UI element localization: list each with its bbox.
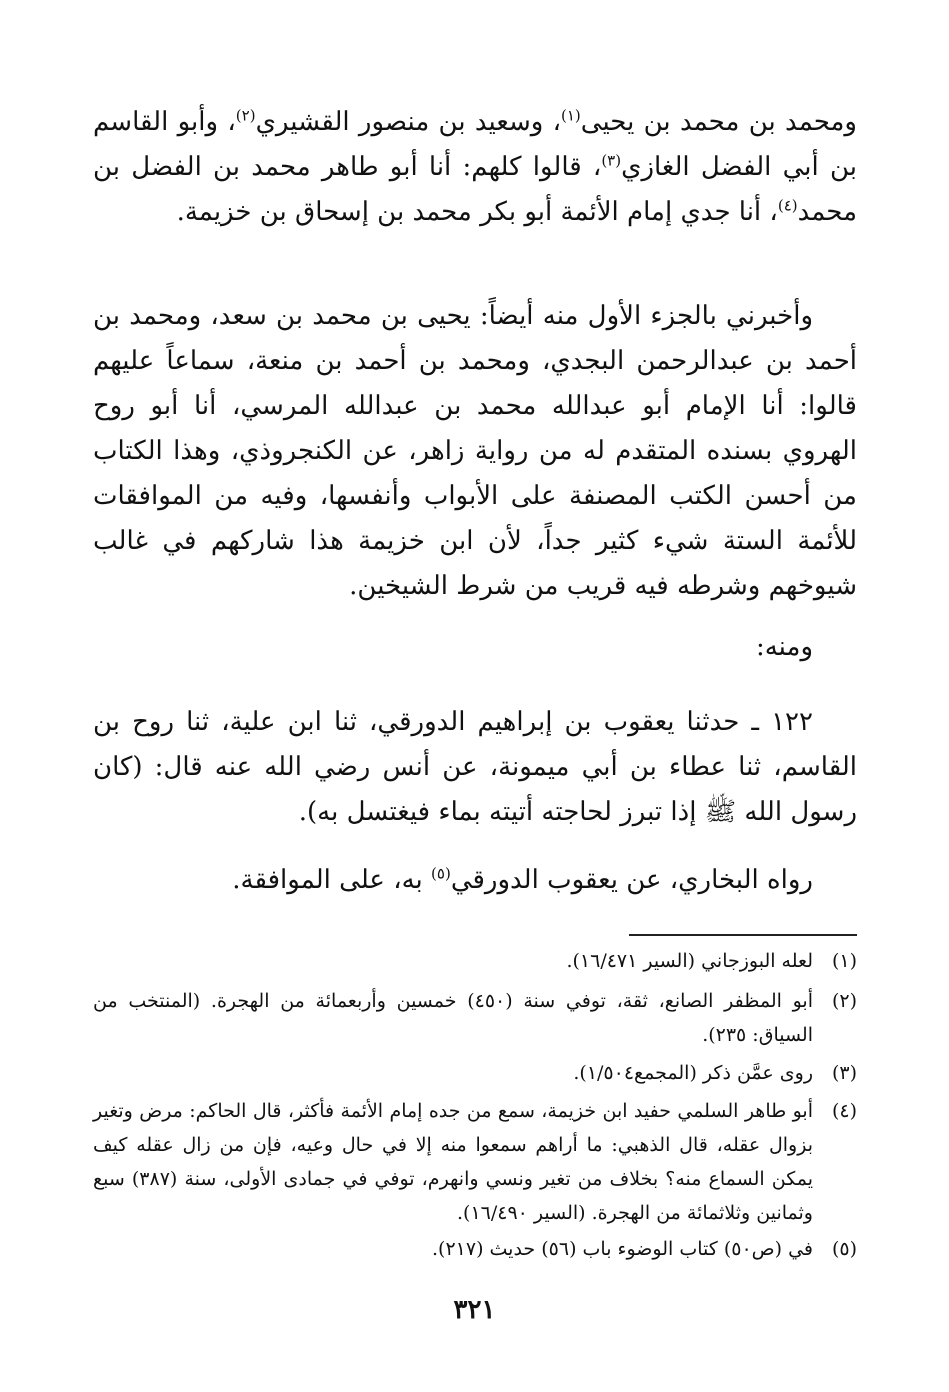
footnote-number: (٢) bbox=[831, 990, 857, 1012]
paragraph-heading-wa-minhu: ومنه: bbox=[755, 632, 813, 662]
footnote-text: أبو المظفر الصانع، ثقة، توفي سنة (٤٥٠) خمسين وأربعمائة من الهجرة. (المنتخب من السياق: ٢٣٥). bbox=[93, 990, 813, 1046]
footnote-number: (٣) bbox=[831, 1062, 857, 1084]
footnote-number: (٤) bbox=[831, 1100, 857, 1122]
footnote-ref-1[interactable]: (١) bbox=[561, 106, 581, 125]
footnote-ref-5[interactable]: (٥) bbox=[431, 864, 451, 883]
paragraph-transmission: وأخبرني بالجزء الأول منه أيضاً: يحيى بن محمد بن سعد، ومحمد بن أحمد بن عبدالرحمن البجدي، ومحمد بن أحمد بن منعة، سماعاً عليهم قالوا: أنا الإمام أبو عبدالله محمد بن عبدالله المرسي، أنا أبو روح الهروي بسنده المتقدم له من رواية زاهر، عن الكنجروذي، وهذا الكتاب من أحسن الكتب المصنفة على الأبواب وأنفسها، وفيه من الموافقات للأئمة الستة شيء كثير جداً، لأن ابن خزيمة هذا شاركهم في غالب شيوخهم وشرطه فيه قريب من شرط الشيخين. bbox=[93, 301, 857, 601]
page-number: ٣٢١ bbox=[453, 1295, 496, 1325]
paragraph-bukhari-reference bbox=[93, 858, 857, 903]
paragraph-text: رواه البخاري، عن يعقوب الدورقي bbox=[450, 865, 813, 895]
paragraph-text: به، على الموافقة. bbox=[232, 865, 432, 895]
paragraph-isnad-chain bbox=[93, 100, 857, 235]
footnote-text: روى عمَّن ذكر (المجمع١/٥٠٤). bbox=[573, 1062, 813, 1084]
footnote-5 bbox=[93, 1232, 857, 1266]
footnote-ref-2[interactable]: (٢) bbox=[235, 106, 256, 125]
paragraph-text: ، وأبو القاسم بن أبي الفضل الغازي bbox=[93, 107, 857, 182]
footnote-3 bbox=[93, 1056, 857, 1090]
hadith-122: ١٢٢ ـ حدثنا يعقوب بن إبراهيم الدورقي، ثنا ابن علية، ثنا روح بن القاسم، ثنا عطاء بن أبي ميمونة، عن أنس رضي الله عنه قال: (كان رسول الله ﷺ إذا تبرز لحاجته أتيته بماء فيغتسل به). bbox=[93, 707, 857, 827]
footnote-1 bbox=[93, 944, 857, 978]
footnote-ref-4[interactable]: (٤) bbox=[777, 196, 798, 215]
paragraph-text: ، وسعيد بن منصور القشيري bbox=[255, 107, 561, 137]
footnote-text: لعله البوزجاني (السير ١٦/٤٧١). bbox=[566, 950, 813, 972]
footnote-4 bbox=[93, 1094, 857, 1230]
footnote-2 bbox=[93, 984, 857, 1052]
footnote-number: (١) bbox=[831, 950, 857, 972]
footnote-separator bbox=[629, 934, 857, 936]
paragraph-text: ، قالوا كلهم: أنا أبو طاهر محمد بن الفضل بن محمد bbox=[93, 152, 857, 227]
footnote-text: أبو طاهر السلمي حفيد ابن خزيمة، سمع من جده إمام الأئمة فأكثر، قال الحاكم: مرض وتغير بزوال عقله، قال الذهبي: ما أراهم سمعوا منه إلا في حال وعيه، فإن من زال عقله كيف يمكن السماع منه؟ بخلاف من تغير ونسي وانهرم، توفي في جمادى الأولى، سنة (٣٨٧) سبع وثمانين وثلاثمائة من الهجرة. (السير ١٦/٤٩٠). bbox=[93, 1100, 814, 1224]
paragraph-text: ومحمد بن محمد بن يحيى bbox=[580, 107, 857, 137]
paragraph-text: ، أنا جدي إمام الأئمة أبو بكر محمد بن إسحاق بن خزيمة. bbox=[176, 197, 778, 227]
footnote-number: (٥) bbox=[831, 1238, 857, 1260]
footnote-ref-3[interactable]: (٣) bbox=[601, 151, 622, 170]
footnote-text: في (ص٥٠) كتاب الوضوء باب (٥٦) حديث (٢١٧). bbox=[431, 1238, 813, 1260]
